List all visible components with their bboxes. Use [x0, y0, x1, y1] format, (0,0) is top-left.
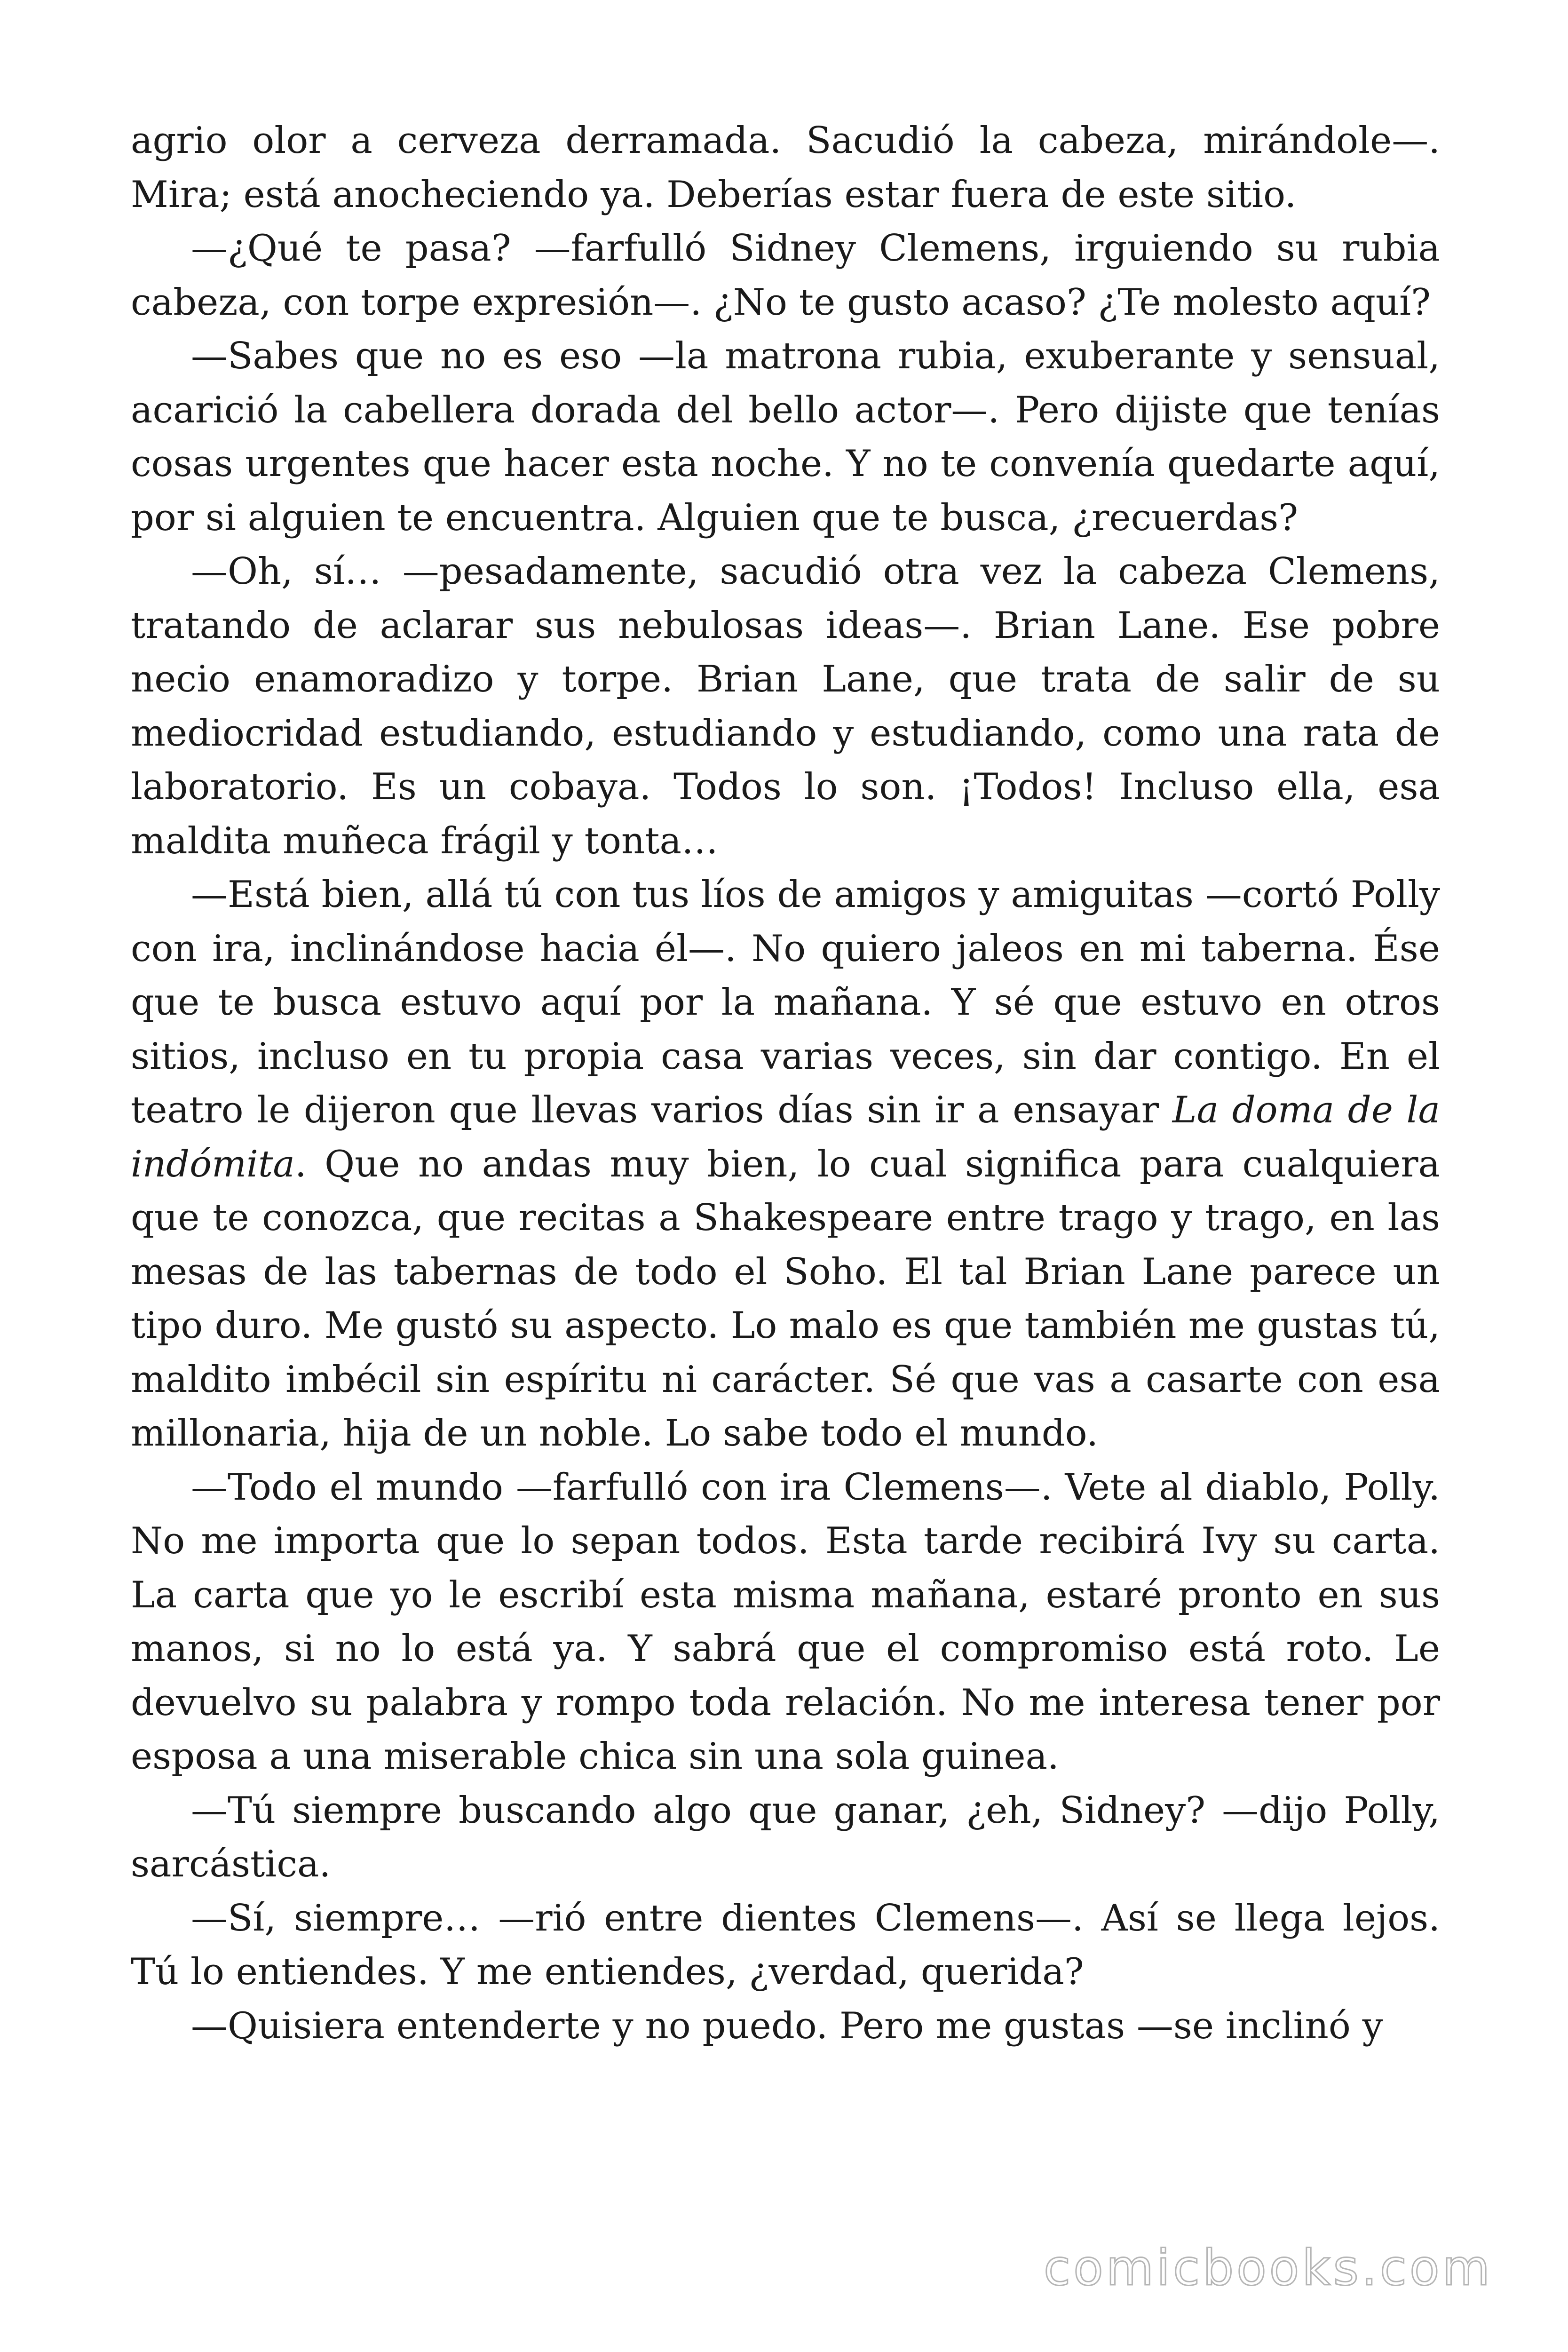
- dialogue-paragraph: [131, 545, 1440, 868]
- paragraph-text: —¿Qué te pasa? —farfulló Sidney Clemens, irguiendo su rubia cabeza, con torpe expresión—. ¿No te gusto acaso? ¿Te molesto aquí?: [131, 227, 1440, 324]
- dialogue-paragraph: [131, 1461, 1440, 1784]
- book-title-italic: La doma de la indómita: [131, 1089, 1440, 1185]
- dialogue-paragraph: [131, 1784, 1440, 1891]
- body-text: [131, 114, 1440, 2053]
- paragraph-text: —Sabes que no es eso —la matrona rubia, exuberante y sensual, acarició la cabellera dorada del bello actor—. Pero dijiste que tenías cosas urgentes que hacer esta noche. Y no te convenía quedarte aquí, por si alguien te encuentra. Alguien que te busca, ¿recuerdas?: [131, 335, 1440, 539]
- paragraph-text: —Sí, siempre… —rió entre dientes Clemens—. Así se llega lejos. Tú lo entiendes. Y me entiendes, ¿verdad, querida?: [131, 1897, 1440, 1993]
- paragraph-text: —Todo el mundo —farfulló con ira Clemens—. Vete al diablo, Polly. No me importa que lo sepan todos. Esta tarde recibirá Ivy su carta. La carta que yo le escribí esta misma mañana, estaré pronto en sus manos, si no lo está ya. Y sabrá que el compromiso está roto. Le devuelvo su palabra y rompo toda relación. No me interesa tener por esposa a una miserable chica sin una sola guinea.: [131, 1466, 1440, 1778]
- watermark: comicbooks.com: [1043, 2239, 1493, 2296]
- dialogue-paragraph: [131, 329, 1440, 545]
- dialogue-paragraph: [131, 222, 1440, 329]
- continuation-paragraph: [131, 114, 1440, 222]
- paragraph-text: —Tú siempre buscando algo que ganar, ¿eh, Sidney? —dijo Polly, sarcástica.: [131, 1789, 1440, 1885]
- dialogue-paragraph: [131, 1891, 1440, 1999]
- paragraph-text: —Oh, sí… —pesadamente, sacudió otra vez la cabeza Clemens, tratando de aclarar sus nebulosas ideas—. Brian Lane. Ese pobre necio enamoradizo y torpe. Brian Lane, que trata de salir de su mediocridad estudiando, estudiando y estudiando, como una rata de laboratorio. Es un cobaya. Todos lo son. ¡Todos! Incluso ella, esa maldita muñeca frágil y tonta…: [131, 550, 1440, 862]
- paragraph-text: . Que no andas muy bien, lo cual significa para cualquiera que te conozca, que recitas a Shakespeare entre trago y trago, en las mesas de las tabernas de todo el Soho. El tal Brian Lane parece un tipo duro. Me gustó su aspecto. Lo malo es que también me gustas tú, maldito imbécil sin espíritu ni carácter. Sé que vas a casarte con esa millonaria, hija de un noble. Lo sabe todo el mundo.: [131, 1143, 1440, 1454]
- paragraph-text: agrio olor a cerveza derramada. Sacudió la cabeza, mirándole—. Mira; está anocheciendo ya. Deberías estar fuera de este sitio.: [131, 119, 1440, 216]
- paragraph-text: —Quisiera entenderte y no puedo. Pero me gustas —se inclinó y: [191, 2004, 1383, 2047]
- dialogue-paragraph: [131, 1999, 1440, 2053]
- paragraph-text: —Está bien, allá tú con tus líos de amigos y amiguitas —cortó Polly con ira, inclinándose hacia él—. No quiero jaleos en mi taberna. Ése que te busca estuvo aquí por la mañana. Y sé que estuvo en otros sitios, incluso en tu propia casa varias veces, sin dar contigo. En el teatro le dijeron que llevas varios días sin ir a ensayar: [131, 874, 1440, 1131]
- dialogue-paragraph: [131, 868, 1440, 1461]
